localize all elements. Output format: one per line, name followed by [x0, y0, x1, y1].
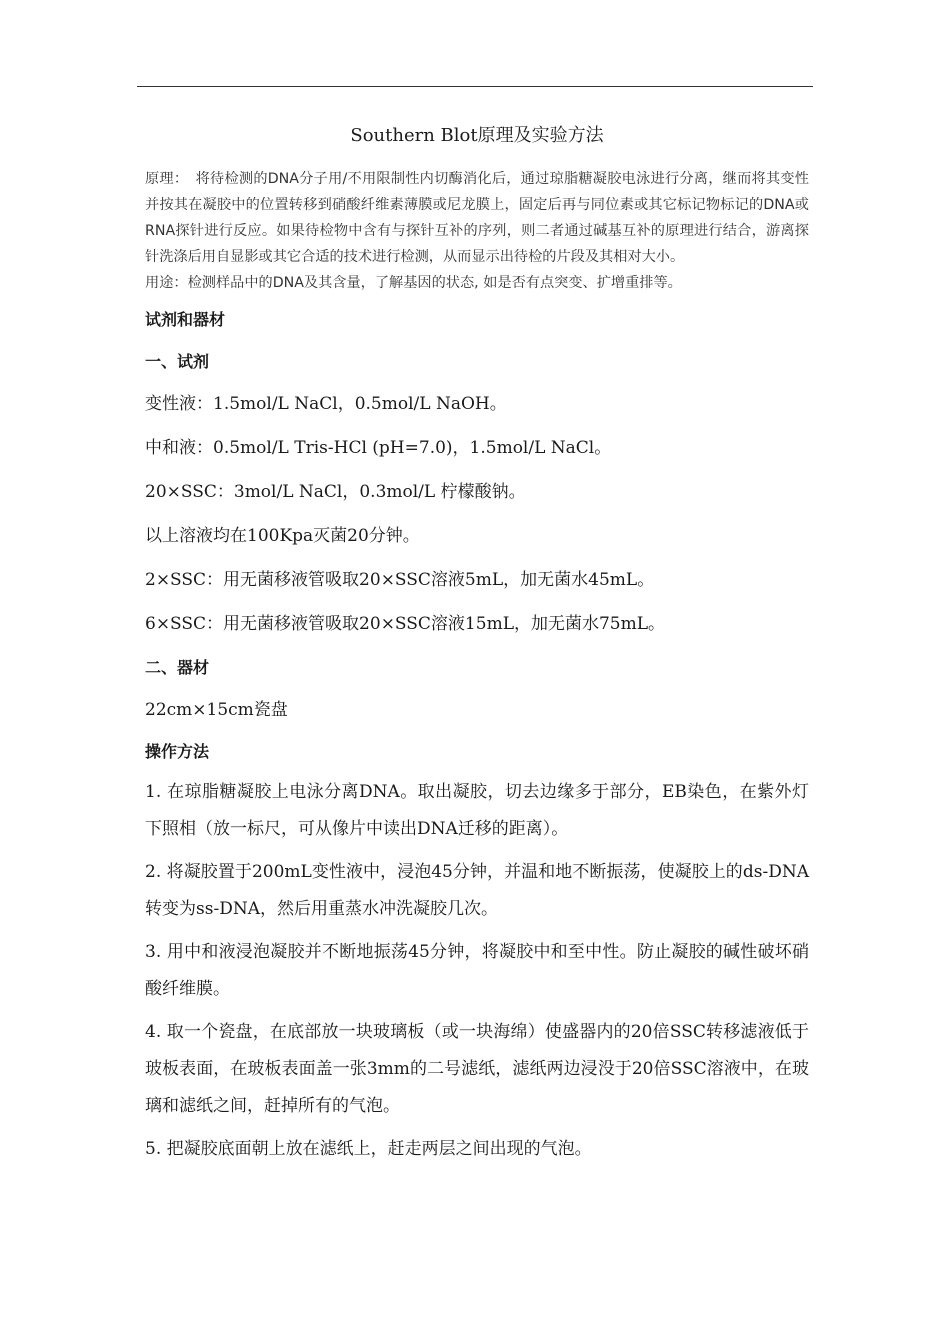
reagent-neutralizing-solution: 中和液：0.5mol/L Tris-HCl (pH=7.0)，1.5mol/L NaCl。	[145, 438, 612, 458]
document-title: Southern Blot原理及实验方法	[350, 125, 604, 146]
reagent-2x-ssc: 2×SSC：用无菌移液管吸取20×SSC溶液5mL，加无菌水45mL。	[145, 570, 655, 590]
method-step: 1. 在琼脂糖凝胶上电泳分离DNA。取出凝胶，切去边缘多于部分，EB染色，在紫外灯下照相（放一标尺，可从像片中读出DNA迁移的距离）。	[145, 782, 809, 839]
method-step: 5. 把凝胶底面朝上放在滤纸上，赶走两层之间出现的气泡。	[145, 1139, 592, 1159]
heading-equipment: 二、器材	[145, 658, 210, 677]
reagent-6x-ssc: 6×SSC：用无菌移液管吸取20×SSC溶液15mL，加无菌水75mL。	[145, 614, 666, 634]
reagent-20x-ssc: 20×SSC：3mol/L NaCl，0.3mol/L 柠檬酸钠。	[145, 482, 526, 502]
method-step: 4. 取一个瓷盘，在底部放一块玻璃板（或一块海绵）使盛器内的20倍SSC转移滤液低于玻板表面，在玻板表面盖一张3mm的二号滤纸，滤纸两边浸没于20倍SSC溶液中，在玻璃和滤纸之间，赶掉所有的气泡。	[145, 1022, 809, 1116]
method-step: 2. 将凝胶置于200mL变性液中，浸泡45分钟，并温和地不断振荡，使凝胶上的ds-DNA转变为ss-DNA，然后用重蒸水冲洗凝胶几次。	[145, 862, 809, 919]
method-step: 3. 用中和液浸泡凝胶并不断地振荡45分钟，将凝胶中和至中性。防止凝胶的碱性破坏硝酸纤维膜。	[145, 942, 809, 999]
usage-paragraph: 用途：检测样品中的DNA及其含量，了解基因的状态, 如是否有点突变、扩增重排等。	[145, 275, 682, 291]
equipment-item: 22cm×15cm瓷盘	[145, 700, 288, 720]
heading-reagents-equipment: 试剂和器材	[145, 310, 226, 329]
document-body	[145, 118, 809, 1168]
principle-paragraph: 原理： 将待检测的DNA分子用/不用限制性内切酶消化后，通过琼脂糖凝胶电泳进行分离，继而将其变性并按其在凝胶中的位置转移到硝酸纤维素薄膜或尼龙膜上，固定后再与同位素或其它标记物标记的DNA或RNA探针进行反应。如果待检物中含有与探针互补的序列，则二者通过碱基互补的原理进行结合，游离探针洗涤后用自显影或其它合适的技术进行检测，从而显示出待检的片段及其相对大小。	[145, 171, 809, 265]
reagent-sterilization-note: 以上溶液均在100Kpa灭菌20分钟。	[145, 526, 420, 546]
heading-reagents: 一、试剂	[145, 352, 210, 371]
heading-method: 操作方法	[145, 742, 210, 761]
header-rule	[137, 86, 813, 87]
reagent-denaturing-solution: 变性液：1.5mol/L NaCl，0.5mol/L NaOH。	[145, 394, 507, 414]
